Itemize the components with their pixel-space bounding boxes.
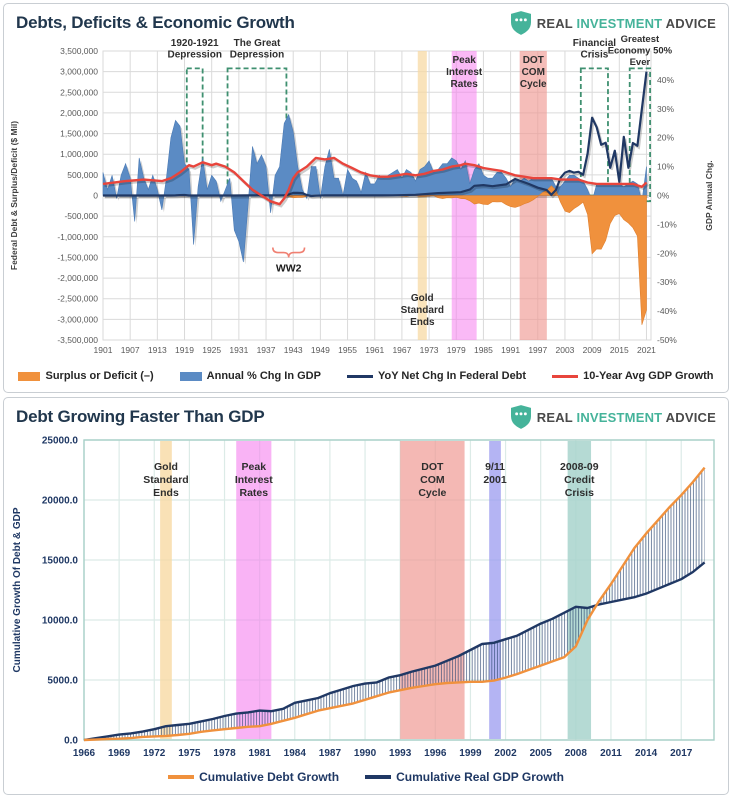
shield-icon [511,11,531,35]
svg-text:-10%: -10% [657,219,677,230]
svg-text:1967: 1967 [392,345,412,355]
svg-text:500,000: 500,000 [67,169,98,180]
svg-text:-1,000,000: -1,000,000 [57,231,98,242]
bottom-chart-svg [6,430,728,766]
svg-text:-3,000,000: -3,000,000 [57,314,98,325]
brand-name: REAL INVESTMENT ADVICE [536,15,716,31]
svg-text:-500,000: -500,000 [64,211,98,222]
legend-swatch [347,375,373,378]
svg-text:0%: 0% [657,190,670,201]
svg-text:PeakInterestRates: Peak Interest Rates [234,461,273,499]
svg-text:1975: 1975 [178,748,201,759]
svg-text:1991: 1991 [501,345,521,355]
svg-text:1920-1921Depression: 1920-1921 Depression [167,38,222,61]
svg-text:2008: 2008 [564,748,587,759]
svg-text:DOTCOMCycle: DOT COM Cycle [418,461,447,499]
svg-text:2005: 2005 [529,748,552,759]
bottom-chart-header [4,398,728,429]
svg-text:15000.0: 15000.0 [41,555,78,567]
svg-text:Federal Debt & Surplus/Deficit: Federal Debt & Surplus/Deficit ($ Mil) [9,120,19,271]
svg-text:10000.0: 10000.0 [41,615,78,627]
page-title-2: Debt Growing Faster Than GDP [16,407,265,426]
svg-text:3,000,000: 3,000,000 [60,66,98,77]
svg-text:DOTCOMCycle: DOT COM Cycle [519,55,547,90]
svg-text:2015: 2015 [609,345,629,355]
svg-text:1978: 1978 [213,748,236,759]
bottom-chart-legend [4,764,728,790]
svg-text:1966: 1966 [72,748,96,759]
svg-text:1,500,000: 1,500,000 [60,128,98,139]
svg-text:1913: 1913 [147,345,167,355]
legend-swatch [552,375,578,378]
bottom-chart-plot [6,430,728,771]
ww2-brace [273,248,305,258]
svg-text:GreatestEconomy 50%Ever: Greatest Economy 50% Ever [607,35,673,68]
legend-label: Surplus or Deficit (–) [45,370,154,382]
svg-text:2002: 2002 [494,748,517,759]
svg-text:WW2: WW2 [275,262,302,275]
svg-text:1972: 1972 [143,748,166,759]
top-chart-plot [6,35,728,368]
svg-text:20%: 20% [657,132,675,143]
svg-text:2,000,000: 2,000,000 [60,107,98,118]
legend-item [365,770,564,784]
svg-text:GoldStandardEnds: Gold Standard Ends [400,293,444,328]
svg-text:-40%: -40% [657,306,677,317]
legend-swatch [168,775,194,779]
svg-text:1969: 1969 [108,748,131,759]
svg-text:1961: 1961 [365,345,385,355]
svg-text:1984: 1984 [283,748,306,759]
legend-label: Cumulative Real GDP Growth [396,770,564,784]
svg-text:2017: 2017 [670,748,693,759]
svg-text:30%: 30% [657,103,675,114]
svg-text:PeakInterestRates: Peak Interest Rates [446,55,483,90]
svg-text:0.0: 0.0 [64,735,78,747]
legend-swatch [18,372,40,381]
legend-item [180,370,321,382]
svg-text:2014: 2014 [634,748,658,759]
svg-text:Cumulative Growth Of Debt & GD: Cumulative Growth Of Debt & GDP [12,507,23,673]
svg-text:GoldStandardEnds: Gold Standard Ends [143,461,189,499]
svg-text:1996: 1996 [424,748,447,759]
svg-text:FinancialCrisis: Financial Crisis [572,38,617,61]
svg-text:25000.0: 25000.0 [41,435,78,447]
svg-text:-30%: -30% [657,277,677,288]
svg-text:9/112001: 9/11 2001 [483,461,507,486]
svg-text:1907: 1907 [120,345,140,355]
legend-item [168,770,339,784]
svg-text:1925: 1925 [202,345,222,355]
svg-text:1,000,000: 1,000,000 [60,149,98,160]
svg-text:2021: 2021 [637,345,656,355]
svg-text:1987: 1987 [318,748,342,759]
svg-text:1931: 1931 [229,345,249,355]
svg-text:40%: 40% [657,74,675,85]
svg-text:10%: 10% [657,161,675,172]
brand-logo [511,11,716,35]
svg-text:2011: 2011 [600,748,622,759]
legend-label: YoY Net Chg In Federal Debt [377,370,527,382]
svg-text:1937: 1937 [256,345,276,355]
svg-text:2008-09CreditCrisis: 2008-09 Credit Crisis [560,461,599,499]
svg-text:1993: 1993 [389,748,412,759]
top-chart-panel [3,3,729,393]
legend-item [18,370,153,382]
svg-text:1990: 1990 [353,748,377,759]
legend-item [552,370,713,382]
legend-label: 10-Year Avg GDP Growth [583,370,714,382]
svg-text:1999: 1999 [459,748,482,759]
svg-text:1955: 1955 [338,345,358,355]
svg-text:5000.0: 5000.0 [47,675,78,687]
legend-item [347,370,526,382]
svg-text:1979: 1979 [446,345,466,355]
svg-text:-3,500,000: -3,500,000 [57,335,98,345]
svg-text:1943: 1943 [283,345,303,355]
svg-text:-1,500,000: -1,500,000 [57,252,98,263]
svg-text:1985: 1985 [473,345,493,355]
page-title: Debts, Deficits & Economic Growth [16,13,295,32]
shield-icon [511,405,531,429]
svg-text:2,500,000: 2,500,000 [60,87,98,98]
annotations [143,461,599,499]
svg-text:-50%: -50% [657,335,677,345]
svg-text:-20%: -20% [657,248,677,259]
svg-text:-2,000,000: -2,000,000 [57,273,98,284]
svg-text:1997: 1997 [528,345,548,355]
svg-text:3,500,000: 3,500,000 [60,46,98,56]
legend-label: Annual % Chg In GDP [206,370,321,382]
legend-swatch [180,372,202,381]
svg-text:1949: 1949 [310,345,330,355]
svg-text:20000.0: 20000.0 [41,495,78,507]
svg-text:1919: 1919 [175,345,194,355]
top-chart-header [4,4,728,35]
svg-text:1973: 1973 [419,345,439,355]
svg-text:The GreatDepression: The Great Depression [229,38,285,61]
top-chart-legend [4,364,728,388]
svg-text:1901: 1901 [93,345,113,355]
svg-text:2003: 2003 [555,345,575,355]
legend-label: Cumulative Debt Growth [199,770,340,784]
top-chart-svg [6,35,728,363]
svg-text:2009: 2009 [582,345,602,355]
svg-text:0: 0 [93,190,98,201]
svg-text:-2,500,000: -2,500,000 [57,293,98,304]
brand-logo-2 [511,405,716,429]
bottom-chart-panel [3,397,729,795]
svg-text:GDP Annual Chg.: GDP Annual Chg. [704,160,714,231]
brand-name-2: REAL INVESTMENT ADVICE [536,409,716,425]
svg-text:1981: 1981 [248,748,271,759]
legend-swatch [365,775,391,779]
